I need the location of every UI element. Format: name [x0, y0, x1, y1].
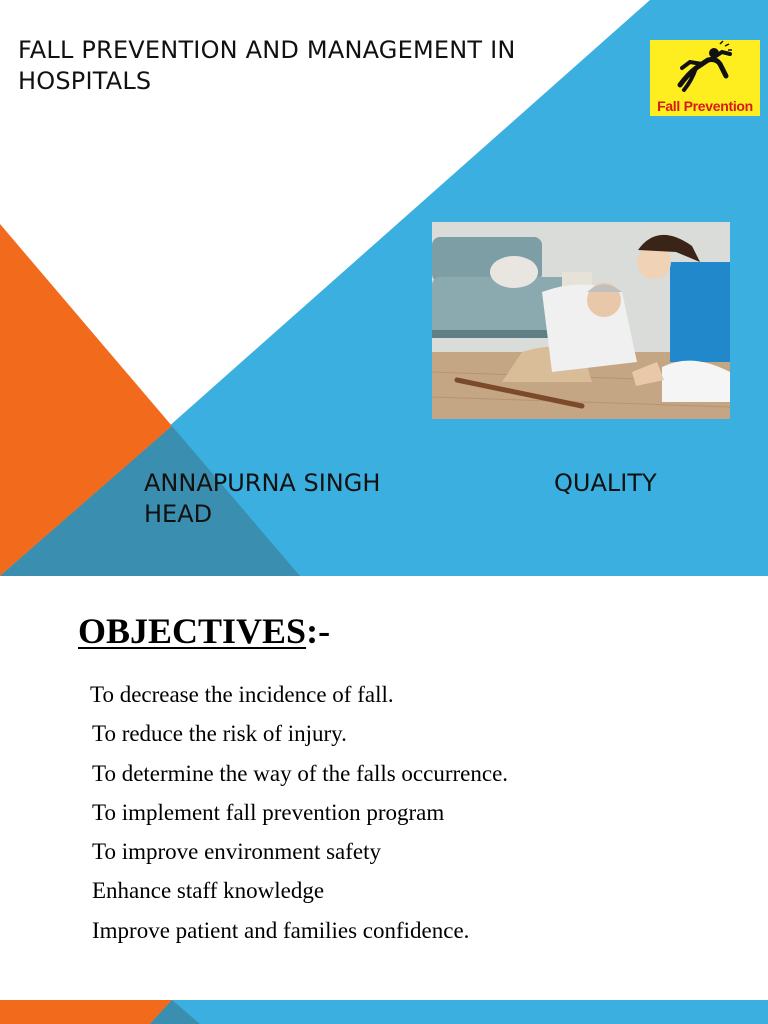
objective-item: To decrease the incidence of fall. — [90, 682, 394, 707]
presenter-name: ANNAPURNA SINGH — [144, 469, 381, 497]
objectives-slide — [0, 576, 768, 1024]
logo-text: Fall Prevention — [657, 98, 753, 114]
objective-item: Enhance staff knowledge — [92, 878, 325, 904]
objective-item: To reduce the risk of injury. — [92, 721, 347, 747]
slide-title: FALL PREVENTION AND MANAGEMENT IN HOSPITALS — [18, 36, 516, 95]
objectives-heading: OBJECTIVES:- — [78, 611, 331, 651]
objective-item: Improve patient and families confidence. — [92, 917, 470, 943]
presenter-info — [144, 468, 704, 530]
objectives-list — [90, 680, 508, 955]
scene-photo — [432, 222, 730, 419]
objective-item: To determine the way of the falls occurrence. — [92, 760, 509, 786]
falling-person-icon — [650, 40, 760, 100]
bottom-decor-bar — [0, 1000, 768, 1024]
nurse-helping-fallen-elderly-man — [432, 222, 730, 419]
objective-item: To implement fall prevention program — [92, 799, 445, 825]
fall-prevention-logo — [650, 40, 760, 116]
objective-item: To improve environment safety — [92, 839, 382, 865]
presenter-role: QUALITY HEAD — [144, 469, 657, 528]
